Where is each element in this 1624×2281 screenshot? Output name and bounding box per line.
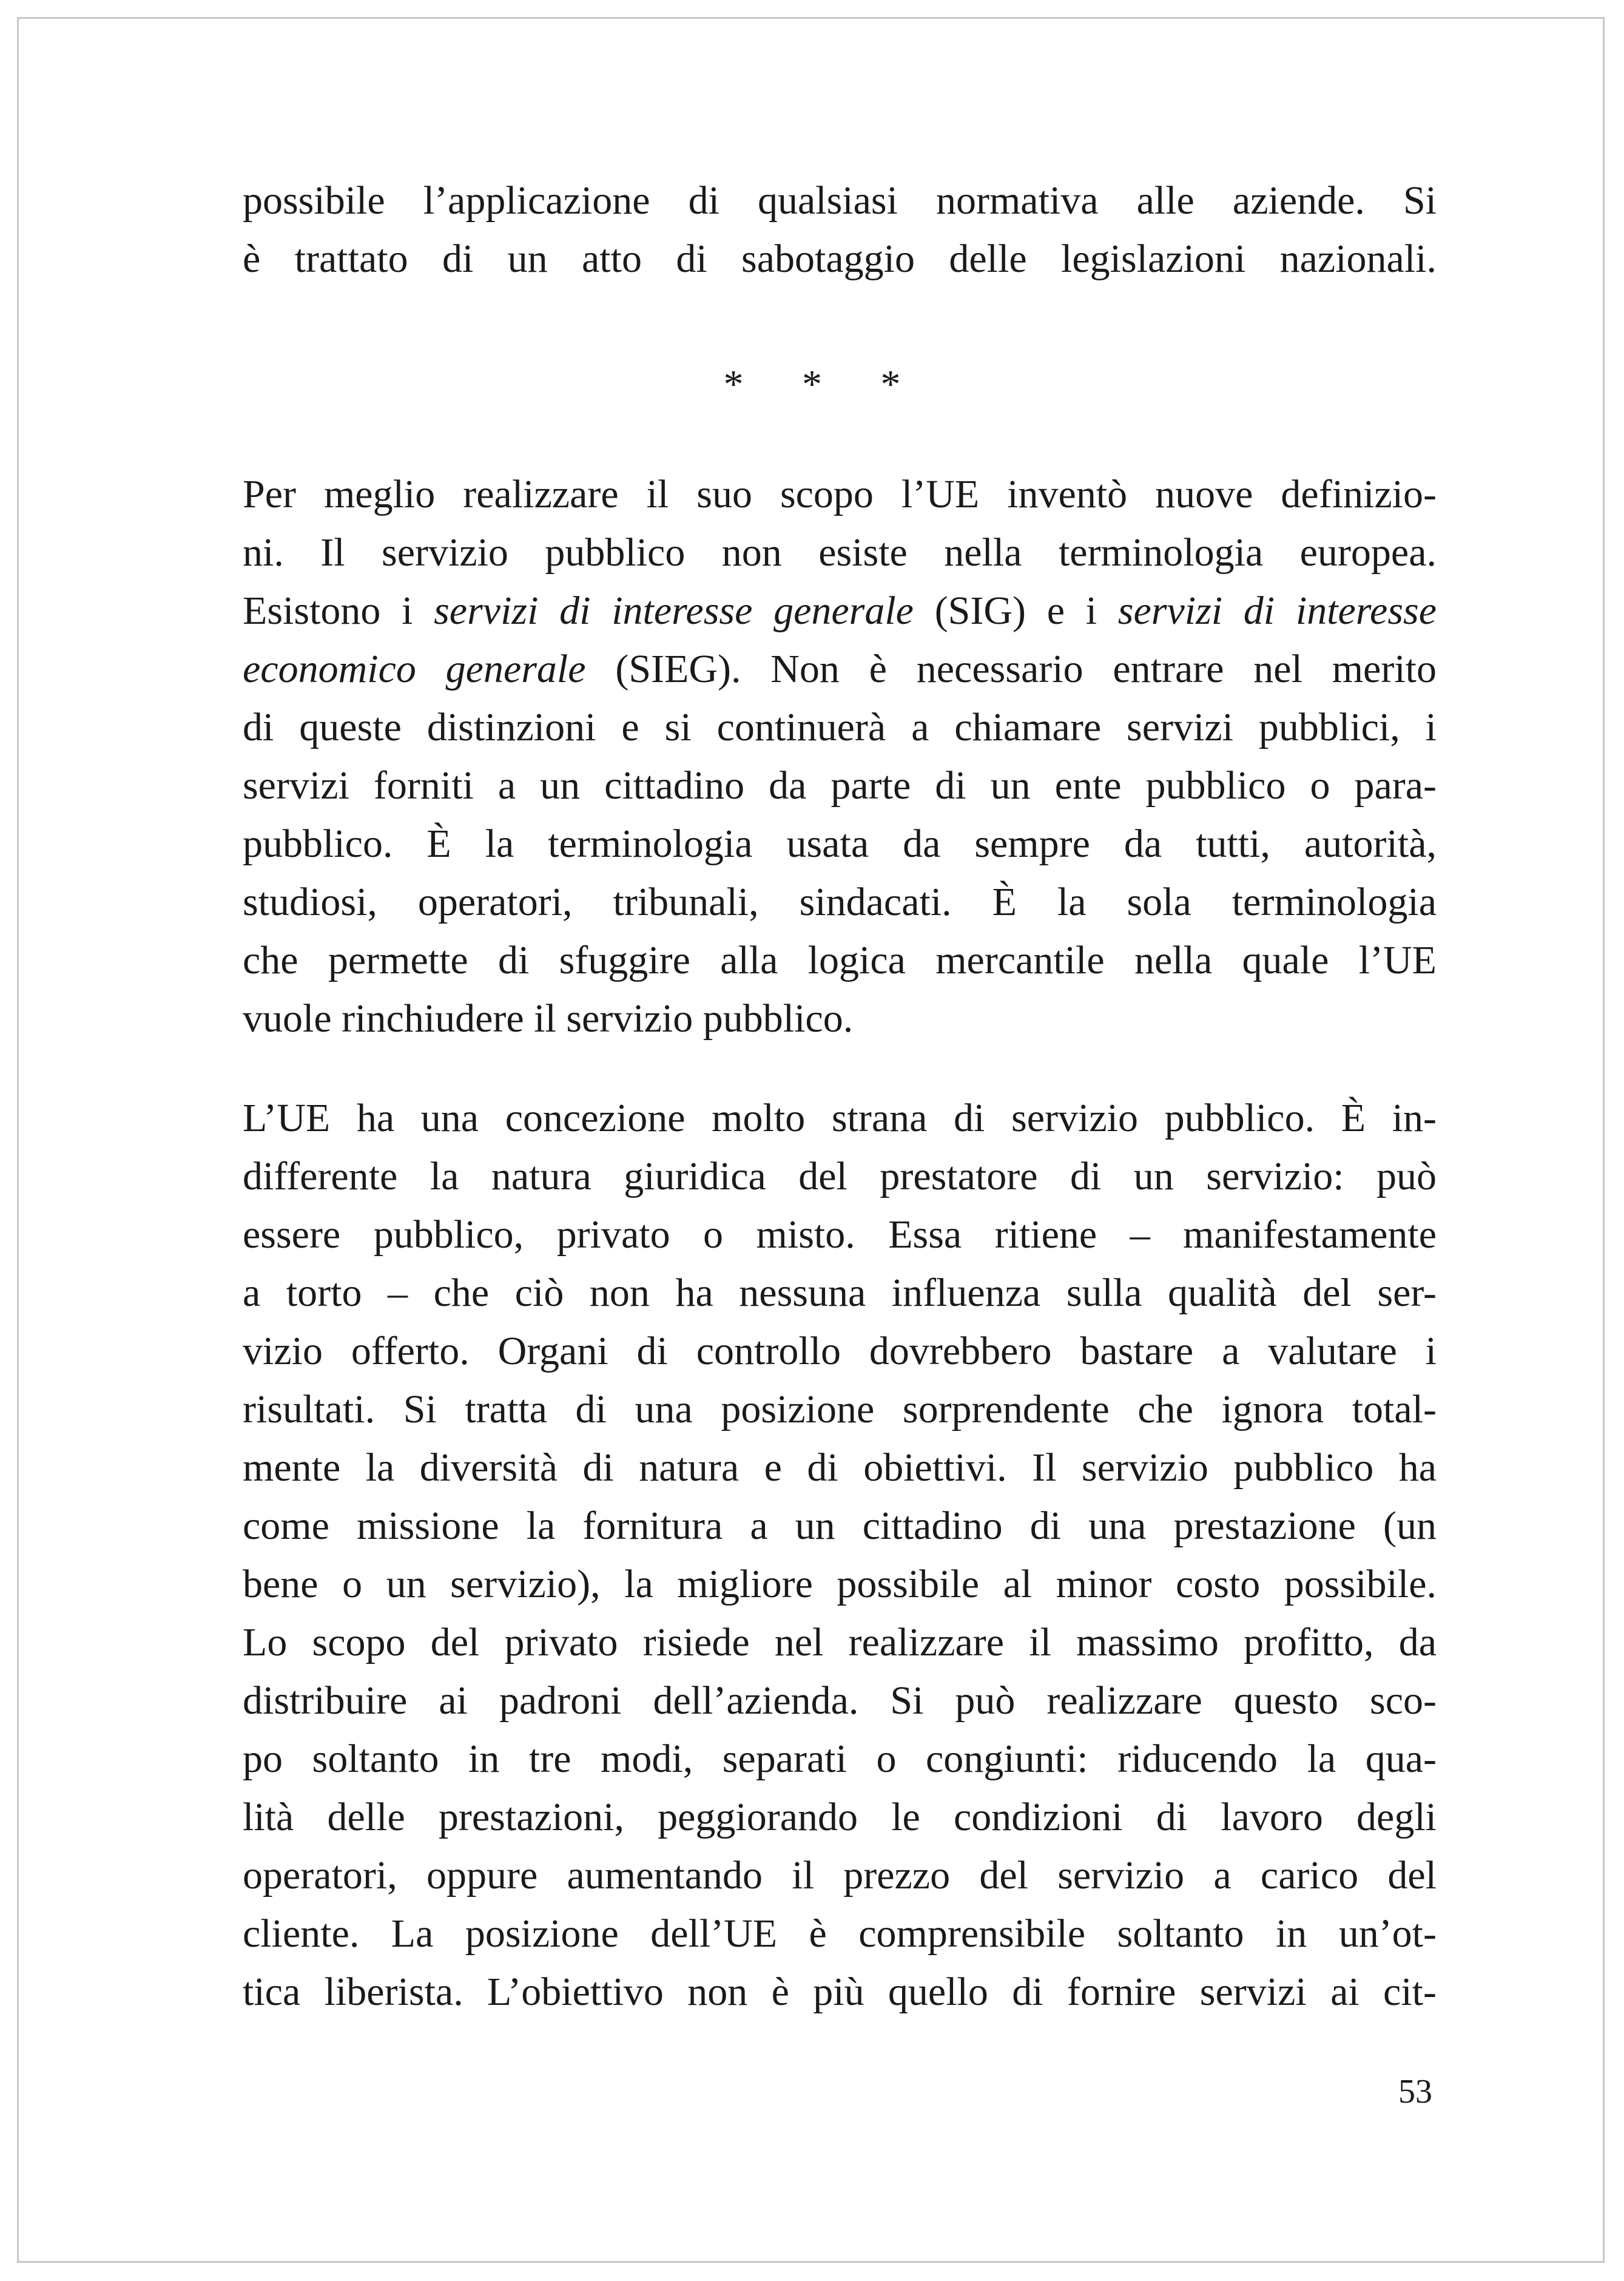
paragraph-line [243, 582, 1437, 640]
page-number: 53 [1398, 2073, 1432, 2110]
paragraph-line: che permette di sfuggire alla logica mercantile nella quale l’UE [243, 938, 1437, 982]
paragraph-line: servizi forniti a un cittadino da parte di un ente pubblico o para- [243, 763, 1437, 808]
paragraph-line: come missione la fornitura a un cittadino di una prestazione (un [243, 1504, 1437, 1548]
text-run: Esistono i [243, 589, 434, 633]
paragraph-line: vizio offerto. Organi di controllo dovrebbero bastare a valutare i [243, 1329, 1437, 1373]
paragraph-line: a torto – che ciò non ha nessuna influenza sulla qualità del ser- [243, 1271, 1437, 1315]
paragraph-line: bene o un servizio), la migliore possibile al minor costo possibile. [243, 1562, 1437, 1606]
paragraph-line: po soltanto in tre modi, separati o congiunti: riducendo la qua- [243, 1737, 1437, 1781]
paragraph-line [243, 640, 1437, 698]
italic-term: servizi di interesse generale [434, 589, 914, 633]
paragraph-line: è trattato di un atto di sabotaggio delle legislazioni nazionali. [243, 237, 1437, 281]
paragraph-line: possibile l’applicazione di qualsiasi normativa alle aziende. Si [243, 178, 1437, 223]
paragraph-line: operatori, oppure aumentando il prezzo del servizio a carico del [243, 1853, 1437, 1897]
paragraph-line: cliente. La posizione dell’UE è comprensibile soltanto in un’ot- [243, 1911, 1437, 1956]
paragraph-line: lità delle prestazioni, peggiorando le condizioni di lavoro degli [243, 1795, 1437, 1839]
section-separator: * * * [723, 362, 925, 407]
paragraph-line: tica liberista. L’obiettivo non è più quello di fornire servizi ai cit- [243, 1970, 1437, 2014]
text-run: (SIEG). Non è necessario entrare nel merito [585, 647, 1437, 691]
paragraph-line: Per meglio realizzare il suo scopo l’UE inventò nuove definizio- [243, 472, 1437, 516]
paragraph-line: risultati. Si tratta di una posizione sorprendente che ignora total- [243, 1387, 1437, 1431]
paragraph-line: differente la natura giuridica del prestatore di un servizio: può [243, 1154, 1437, 1198]
paragraph-3 [243, 1089, 1437, 2021]
paragraph-line: ni. Il servizio pubblico non esiste nella terminologia europea. [243, 530, 1437, 575]
paragraph-line: Lo scopo del privato risiede nel realizzare il massimo profitto, da [243, 1620, 1437, 1664]
paragraph-line: essere pubblico, privato o misto. Essa ritiene – manifestamente [243, 1212, 1437, 1257]
paragraph-line: pubblico. È la terminologia usata da sempre da tutti, autorità, [243, 822, 1437, 866]
text-run: (SIG) e i [913, 589, 1118, 633]
paragraph-line: di queste distinzioni e si continuerà a chiamare servizi pubblici, i [243, 705, 1437, 749]
paragraph-line: studiosi, operatori, tribunali, sindacati. È la sola terminologia [243, 880, 1437, 924]
paragraph-2 [243, 465, 1437, 1048]
italic-term: servizi di interesse [1117, 589, 1437, 633]
italic-term: economico generale [243, 647, 586, 691]
paragraph-line: mente la diversità di natura e di obiettivi. Il servizio pubblico ha [243, 1445, 1437, 1490]
paragraph-line: L’UE ha una concezione molto strana di servizio pubblico. È in- [243, 1096, 1437, 1140]
paragraph-line: distribuire ai padroni dell’azienda. Si può realizzare questo sco- [243, 1678, 1437, 1723]
paragraph-1 [243, 172, 1437, 288]
paragraph-line: vuole rinchiudere il servizio pubblico. [243, 996, 854, 1041]
